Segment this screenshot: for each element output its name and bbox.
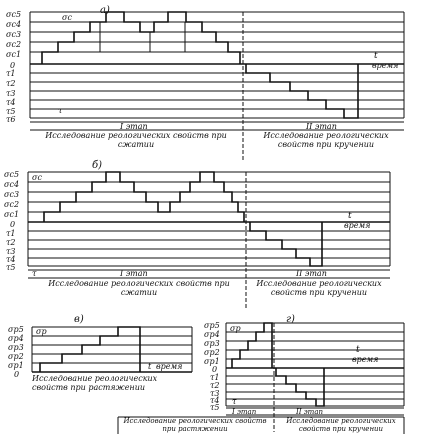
y-label: 0 [212, 365, 218, 374]
y-label: σс3 [4, 190, 20, 199]
y-label: τ5 [210, 403, 220, 412]
y-label: σр5 [8, 325, 24, 334]
y-label: σр2 [204, 348, 220, 357]
time-word: время [156, 362, 183, 371]
y-label: σс1 [4, 210, 20, 219]
y-label: σр3 [204, 339, 220, 348]
y-label: τ1 [6, 229, 16, 238]
y-label: 0 [10, 61, 16, 70]
sigma-marker: σс [32, 173, 42, 182]
grid-lines [28, 172, 390, 266]
y-label: τ2 [210, 381, 220, 390]
y-label: τ2 [6, 79, 16, 88]
y-label: τ4 [210, 396, 220, 405]
y-label: σс2 [6, 40, 22, 49]
caption-text: Исследование реологических свойств при кручении [256, 279, 382, 297]
caption-text: Исследование реологических свойств при сжатии [45, 131, 227, 149]
panel-c-letter: в) [74, 314, 84, 325]
y-label: τ2 [6, 238, 16, 247]
y-label: 0 [14, 370, 20, 379]
stage2-label: II этап [296, 408, 323, 416]
time-symbol: t [374, 51, 378, 61]
y-label: τ5 [6, 263, 16, 272]
caption-torsion [248, 279, 390, 313]
time-symbol: t [348, 211, 352, 221]
caption-compression [36, 279, 242, 305]
frame [28, 172, 390, 266]
y-label: 0 [10, 220, 16, 229]
caption-tension-bottom [120, 417, 270, 439]
y-label: σс5 [6, 10, 22, 19]
y-label: τ6 [6, 115, 16, 124]
y-label: τ4 [6, 255, 16, 264]
y-label: τ4 [6, 98, 16, 107]
y-label: σр4 [8, 334, 24, 343]
y-label: σс2 [4, 200, 20, 209]
stage1-label: I этап [120, 269, 148, 278]
panel-b-letter: б) [92, 160, 103, 171]
stage-bar [30, 122, 404, 130]
frame [226, 323, 404, 406]
torsion-steps [250, 222, 322, 266]
time-word: время [372, 61, 399, 70]
y-label: σс3 [6, 30, 22, 39]
panel-d [204, 314, 404, 432]
stage2-label: II этап [296, 269, 327, 278]
y-label: σр4 [204, 330, 220, 339]
caption-tension [32, 374, 192, 404]
y-label: σр3 [8, 343, 24, 352]
y-label: σс5 [4, 170, 20, 179]
stage2-label: II этап [306, 122, 337, 131]
caption-text: Исследование реологических свойств при растяжении [123, 417, 267, 433]
panel-a-letter: а) [100, 5, 110, 16]
step-guides [100, 22, 185, 52]
y-label: τ1 [210, 373, 220, 382]
caption-text: Исследование реологических свойств при сжатии [48, 279, 230, 297]
bottom-caption-row [118, 417, 404, 440]
tau-marker: τ [32, 269, 37, 278]
caption-torsion [246, 131, 406, 157]
sigma-marker: σс [62, 13, 72, 22]
sigma-marker: σр [36, 327, 47, 336]
frame [30, 12, 404, 118]
tau-marker: τ [58, 106, 63, 115]
grid-lines [226, 323, 404, 406]
time-symbol: t [148, 362, 152, 371]
y-label: σс4 [4, 180, 20, 189]
y-label: τ3 [210, 389, 220, 398]
time-symbol: t [356, 345, 360, 355]
y-label: σр1 [8, 361, 24, 370]
y-label: τ3 [6, 247, 16, 256]
y-label: σс4 [6, 20, 22, 29]
panel-c [8, 314, 192, 404]
stage1-label: I этап [120, 122, 148, 131]
y-label: σр2 [8, 352, 24, 361]
y-label: σр1 [204, 357, 220, 366]
caption-compression [36, 131, 236, 157]
y-label: τ3 [6, 89, 16, 98]
y-label: τ1 [6, 69, 16, 78]
y-label: σс1 [6, 50, 22, 59]
panel-d-letter: г) [286, 314, 295, 325]
time-word: время [352, 355, 379, 364]
caption-text: Исследование реологических свойств при кручении [263, 131, 389, 149]
panel-b [4, 160, 390, 313]
caption-text: Исследование реологических свойств при растяжении [32, 374, 158, 392]
tension-steps [40, 327, 140, 372]
y-label: σр5 [204, 321, 220, 330]
stage-bar [28, 270, 390, 278]
panel-a [6, 5, 406, 160]
compression-steps [44, 172, 244, 222]
sigma-marker: σр [230, 324, 241, 333]
time-word: время [344, 221, 371, 230]
tau-marker: τ [232, 397, 237, 406]
y-label: τ5 [6, 107, 16, 116]
caption-torsion-bottom [278, 417, 404, 440]
stage1-label: I этап [232, 408, 257, 416]
grid-lines [30, 12, 404, 118]
caption-text: Исследование реологических свойств при кручении [286, 417, 396, 433]
torsion-steps [276, 368, 324, 406]
